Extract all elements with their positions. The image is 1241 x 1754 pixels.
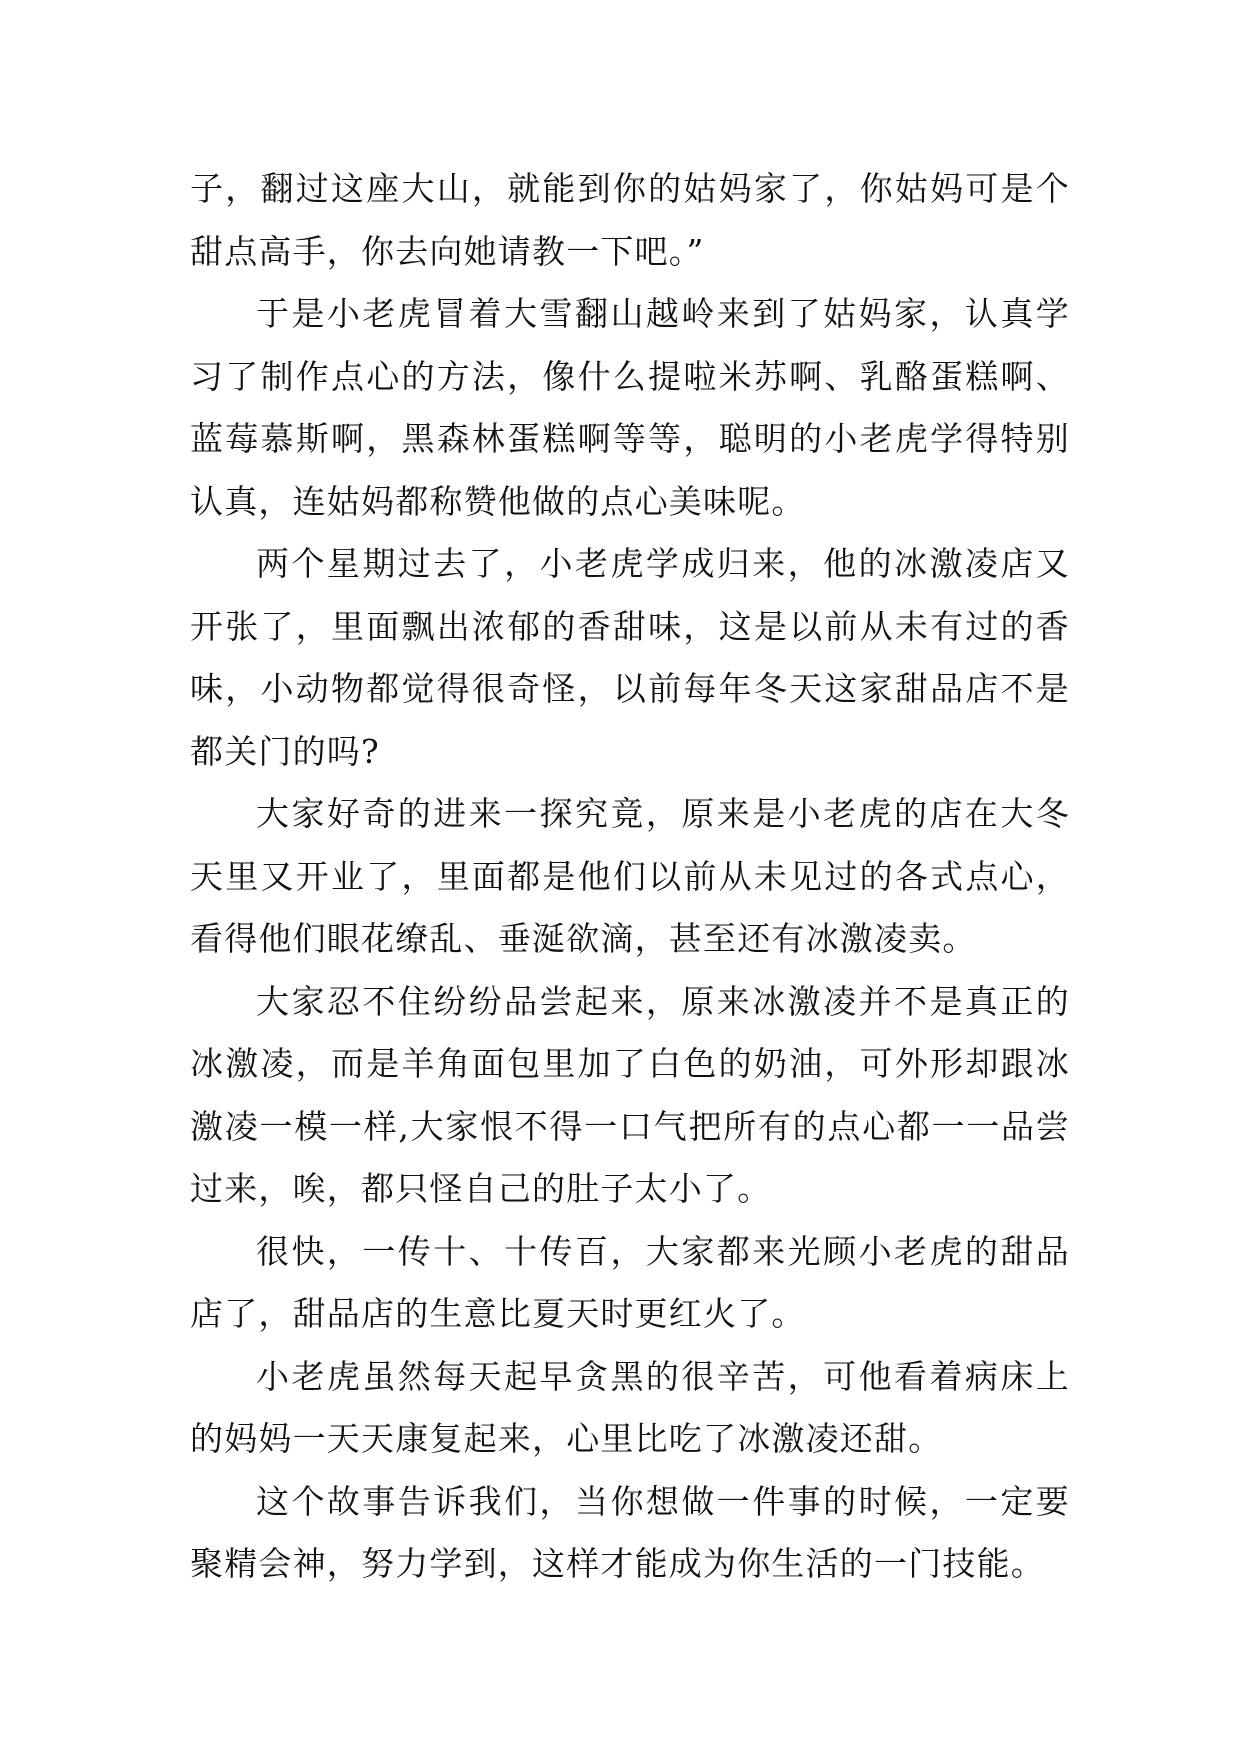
story-text	[190, 158, 1070, 1596]
paragraph-7: 小老虎虽然每天起早贪黑的很辛苦，可他看着病床上的妈妈一天天康复起来，心里比吃了冰激凌还甜。	[190, 1356, 1070, 1458]
paragraph-2: 于是小老虎冒着大雪翻山越岭来到了姑妈家，认真学习了制作点心的方法，像什么提啦米苏啊、乳酪蛋糕啊、蓝莓慕斯啊，黑森林蛋糕啊等等，聪明的小老虎学得特别认真，连姑妈都称赞他做的点心美味呢。	[190, 294, 1070, 521]
paragraph-8: 这个故事告诉我们，当你想做一件事的时候，一定要聚精会神，努力学到，这样才能成为你生活的一门技能。	[190, 1481, 1070, 1583]
paragraph-1: 子，翻过这座大山，就能到你的姑妈家了，你姑妈可是个甜点高手，你去向她请教一下吧。”	[190, 169, 1070, 271]
paragraph-5: 大家忍不住纷纷品尝起来，原来冰激凌并不是真正的冰激凌，而是羊角面包里加了白色的奶油，可外形却跟冰激凌一模一样,大家恨不得一口气把所有的点心都一一品尝过来，唉，都只怪自己的肚子太小了。	[190, 981, 1070, 1208]
paragraph-6: 很快，一传十、十传百，大家都来光顾小老虎的甜品店了，甜品店的生意比夏天时更红火了。	[190, 1231, 1070, 1333]
paragraph-3: 两个星期过去了，小老虎学成归来，他的冰激凌店又开张了，里面飘出浓郁的香甜味，这是以前从未有过的香味，小动物都觉得很奇怪，以前每年冬天这家甜品店不是都关门的吗?	[190, 544, 1070, 771]
paragraph-4: 大家好奇的进来一探究竟，原来是小老虎的店在大冬天里又开业了，里面都是他们以前从未见过的各式点心，看得他们眼花缭乱、垂涎欲滴，甚至还有冰激凌卖。	[190, 794, 1070, 958]
